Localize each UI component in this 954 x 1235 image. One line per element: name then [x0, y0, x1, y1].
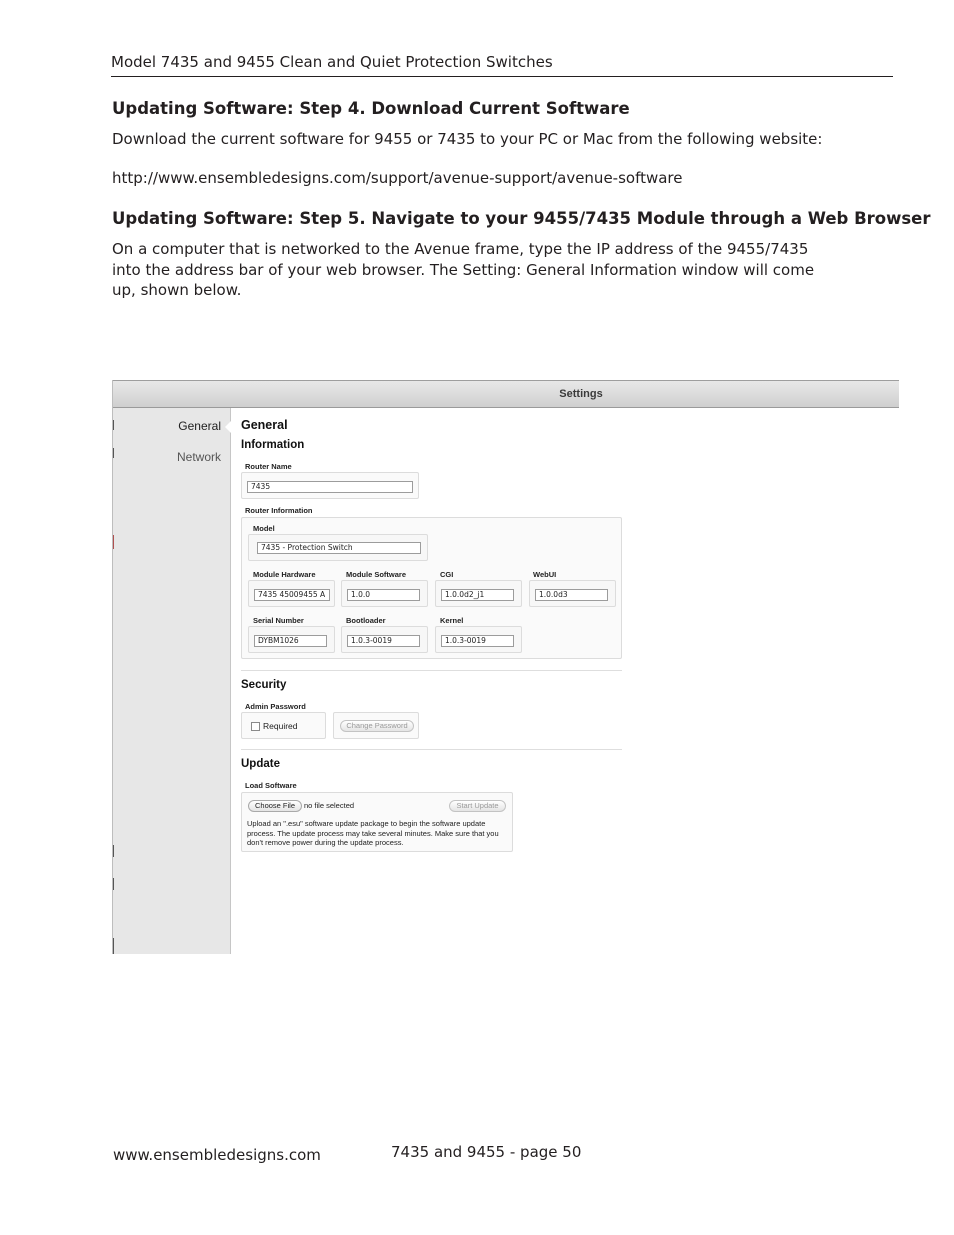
router-info-group — [241, 517, 622, 659]
sidebar-edge-mark — [112, 878, 114, 890]
cgi-label: CGI — [440, 570, 454, 579]
cgi-field: 1.0.0d2_j1 — [441, 589, 514, 601]
serial-number-field: DYBM1026 — [254, 635, 327, 647]
module-software-label: Module Software — [346, 570, 407, 579]
serial-number-box — [248, 626, 335, 653]
footer-page-number: 7435 and 9455 - page 50 — [391, 1143, 582, 1161]
module-hardware-field: 7435 45009455 A — [254, 589, 330, 601]
bootloader-field: 1.0.3-0019 — [347, 635, 420, 647]
model-label: Model — [253, 524, 275, 533]
model-box — [248, 534, 428, 561]
module-software-box — [341, 580, 428, 607]
footer-website: www.ensembledesigns.com — [113, 1146, 321, 1164]
module-hardware-box — [248, 580, 335, 607]
sidebar-edge-mark — [112, 535, 114, 549]
load-software-group — [241, 792, 513, 852]
update-help-text: Upload an ".esu" software update package to begin the software update process. The update process may take several minutes. Make sure that you don't remove power during the update process. — [247, 819, 499, 847]
cgi-box — [435, 580, 522, 607]
router-name-input[interactable]: 7435 — [247, 481, 413, 493]
kernel-label: Kernel — [440, 616, 464, 625]
update-title: Update — [241, 758, 280, 770]
sidebar-edge-mark — [112, 448, 114, 458]
sidebar-edge-mark — [112, 845, 114, 857]
change-password-group — [333, 712, 419, 739]
running-header: Model 7435 and 9455 Clean and Quiet Protection Switches — [111, 53, 893, 77]
sidebar-item-network[interactable]: Network — [176, 450, 221, 464]
kernel-field: 1.0.3-0019 — [441, 635, 514, 647]
bootloader-label: Bootloader — [346, 616, 386, 625]
settings-titlebar — [113, 380, 899, 408]
security-title: Security — [241, 679, 287, 691]
sidebar-edge-mark — [112, 938, 114, 954]
router-info-label: Router Information — [245, 506, 313, 515]
no-file-selected-text: no file selected — [304, 801, 355, 810]
bootloader-box — [341, 626, 428, 653]
kernel-box — [435, 626, 522, 653]
required-label: Required — [263, 721, 298, 731]
module-software-field: 1.0.0 — [347, 589, 420, 601]
change-password-button[interactable]: Change Password — [340, 720, 414, 732]
section-divider — [241, 670, 622, 671]
module-hardware-label: Module Hardware — [253, 570, 316, 579]
sidebar-edge-mark — [112, 420, 114, 430]
step5-text: On a computer that is networked to the Avenue frame, type the IP address of the 9455/7435 into the address bar of your web browser. The Setting: General Information window will come up, shown below. — [112, 240, 815, 299]
webui-box — [529, 580, 616, 607]
serial-number-label: Serial Number — [253, 616, 304, 625]
general-title: General — [241, 418, 288, 432]
settings-window-title: Settings — [559, 388, 603, 400]
start-update-button[interactable]: Start Update — [449, 800, 506, 812]
settings-main-pane — [231, 408, 899, 954]
webui-field: 1.0.0d3 — [535, 589, 608, 601]
choose-file-button[interactable]: Choose File — [248, 800, 302, 812]
webui-label: WebUI — [533, 570, 557, 579]
information-title: Information — [241, 439, 305, 451]
admin-password-label: Admin Password — [245, 702, 306, 711]
step4-text: Download the current software for 9455 or 7435 to your PC or Mac from the following website: — [112, 130, 823, 148]
router-name-label: Router Name — [245, 462, 292, 471]
step4-url: http://www.ensembledesigns.com/support/avenue-support/avenue-software — [112, 169, 683, 187]
step4-heading: Updating Software: Step 4. Download Current Software — [112, 99, 630, 118]
model-field: 7435 - Protection Switch — [257, 542, 421, 554]
load-software-label: Load Software — [245, 781, 297, 790]
settings-window-screenshot — [112, 380, 899, 954]
router-name-group — [241, 472, 419, 499]
step5-heading: Updating Software: Step 5. Navigate to your 9455/7435 Module through a Web Browser — [112, 209, 931, 228]
required-checkbox[interactable] — [251, 722, 260, 731]
settings-sidebar — [113, 408, 231, 954]
admin-password-group — [241, 712, 326, 739]
sidebar-item-general[interactable]: General — [178, 419, 221, 433]
section-divider — [241, 749, 622, 750]
